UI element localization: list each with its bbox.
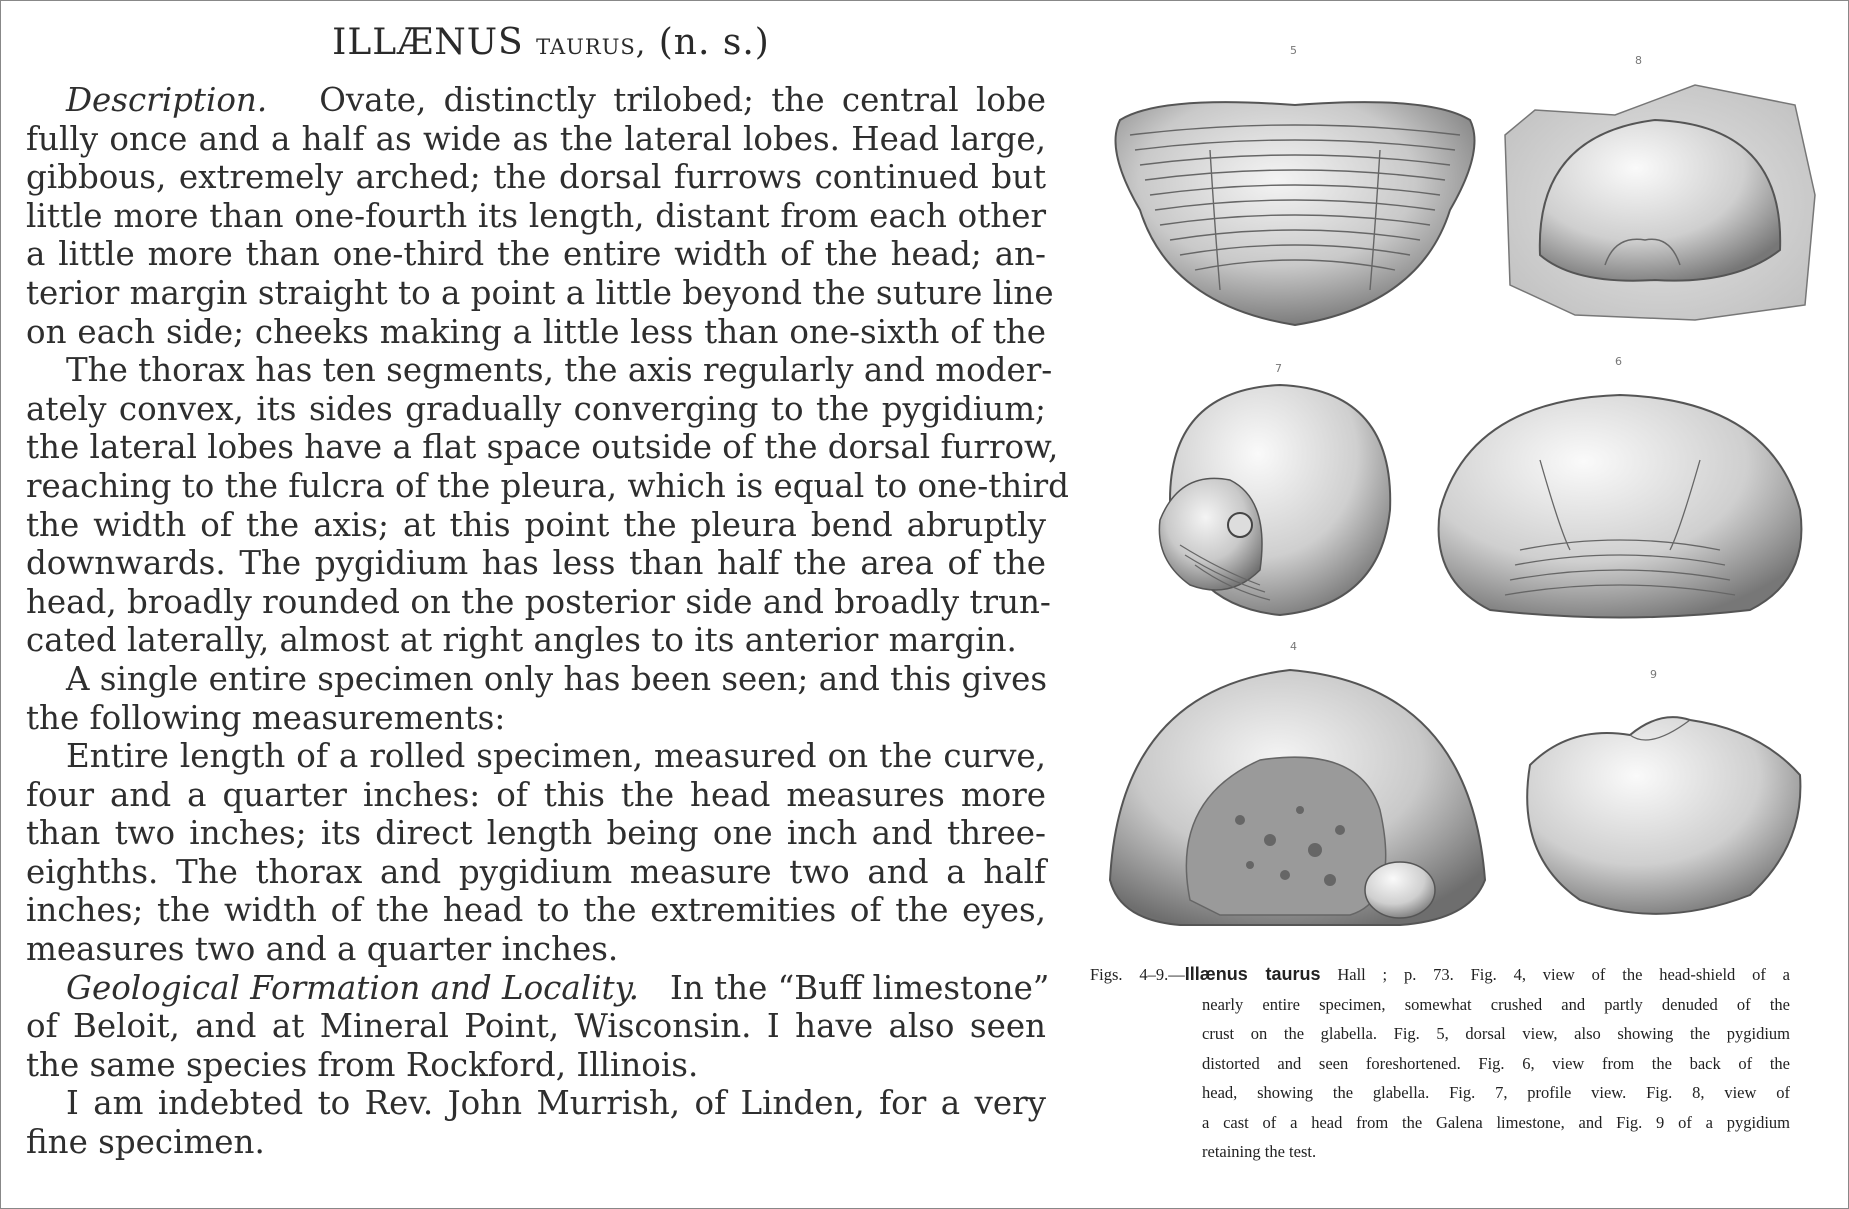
specimen-paragraph: [26, 660, 1046, 737]
figure-label-8: 8: [1635, 54, 1642, 67]
text-line: four and a quarter inches: of this the head measures more: [26, 775, 1046, 814]
text-line: downwards. The pygidium has less than half the area of the: [26, 544, 1046, 583]
text-line: little more than one-fourth its length, distant from each other: [26, 196, 1046, 235]
text-line: the lateral lobes have a flat space outside of the dorsal furrow,: [26, 428, 1059, 467]
text-line: I am indebted to Rev. John Murrish, of Linden, for a very: [66, 1084, 1046, 1123]
figure-plate: [1090, 40, 1830, 930]
caption-line: distorted and seen foreshortened. Fig. 6, view from the back of the: [1202, 1053, 1790, 1073]
text-line: the following measurements:: [26, 698, 506, 737]
figure-label-4: 4: [1290, 640, 1297, 653]
pygidium-figure-9: [1510, 705, 1810, 925]
species-name: taurus,: [536, 27, 647, 62]
figure-caption: [1090, 960, 1790, 1167]
text-line: The thorax has ten segments, the axis regularly and moder-: [66, 351, 1053, 390]
text-line: fully once and a half as wide as the lateral lobes. Head large,: [26, 119, 1046, 158]
description-heading: Description.: [66, 81, 268, 119]
figure-label-6: 6: [1615, 355, 1622, 368]
text-line: the same species from Rockford, Illinois.: [26, 1045, 699, 1084]
figure-label-7: 7: [1275, 362, 1282, 375]
text-line: of Beloit, and at Mineral Point, Wisconsin. I have also seen: [26, 1007, 1046, 1046]
figure-label-5: 5: [1290, 44, 1297, 57]
caption-line: Figs. 4–9.—Illænus taurus Hall ; p. 73. Fig. 4, view of the head-shield of a: [1090, 964, 1790, 984]
measurements-paragraph: [26, 737, 1046, 969]
caption-line: retaining the test.: [1202, 1142, 1317, 1161]
description-paragraph: [26, 81, 1054, 351]
text-line: reaching to the fulcra of the pleura, which is equal to one-third: [26, 466, 1069, 505]
text-line: a little more than one-third the entire width of the head; an-: [26, 235, 1046, 274]
text-line: inches; the width of the head to the extremities of the eyes,: [26, 891, 1046, 930]
locality-heading: Geological Formation and Locality.: [66, 968, 639, 1007]
locality-paragraph: [26, 968, 1050, 1085]
text-line: ately convex, its sides gradually converging to the pygidium;: [26, 389, 1046, 428]
species-title: [26, 22, 1046, 63]
new-species-note: (n. s.): [658, 22, 770, 63]
caption-line: a cast of a head from the Galena limestone, and Fig. 9 of a pygidium: [1202, 1112, 1790, 1132]
text-line: gibbous, extremely arched; the dorsal furrows continued but: [26, 158, 1046, 197]
text-line: measures two and a quarter inches.: [26, 930, 619, 969]
text-line: Geological Formation and Locality. In the “Buff limestone”: [66, 968, 1050, 1007]
text-line: on each side; cheeks making a little less than one-sixth of the: [26, 312, 1046, 351]
caption-line: head, showing the glabella. Fig. 7, profile view. Fig. 8, view of: [1202, 1083, 1790, 1102]
text-line: fine specimen.: [26, 1123, 265, 1162]
text-line: A single entire specimen only has been seen; and this gives: [66, 659, 1048, 698]
genus-name: ILLÆNUS: [332, 22, 524, 63]
text-line: terior margin straight to a point a little beyond the suture line: [26, 273, 1054, 312]
caption-line: crust on the glabella. Fig. 5, dorsal view, also showing the pygidium: [1202, 1024, 1790, 1043]
acknowledgement-paragraph: [26, 1084, 1046, 1161]
caption-species-name: Illænus taurus: [1184, 964, 1321, 984]
trilobite-profile-figure-7: [1140, 370, 1410, 625]
thorax-paragraph: [26, 351, 1069, 660]
text-line: cated laterally, almost at right angles to its anterior margin.: [26, 621, 1017, 660]
text-line: than two inches; its direct length being one inch and three-: [26, 814, 1046, 853]
text-line: head, broadly rounded on the posterior side and broadly trun-: [26, 582, 1051, 621]
text-line: Description. Ovate, distinctly trilobed; the central lobe: [66, 81, 1047, 119]
figure-label-9: 9: [1650, 668, 1657, 681]
head-shield-figure-4: [1100, 650, 1490, 935]
text-column: [26, 22, 1069, 1162]
caption-line: nearly entire specimen, somewhat crushed and partly denuded of the: [1202, 994, 1790, 1014]
trilobite-head-back-figure-6: [1420, 380, 1820, 625]
trilobite-dorsal-figure-5: [1100, 90, 1490, 330]
text-line: Entire length of a rolled specimen, measured on the curve,: [66, 737, 1046, 776]
text-line: eighths. The thorax and pygidium measure two and a half: [26, 852, 1046, 891]
head-cast-figure-8: [1495, 75, 1825, 325]
text-line: the width of the axis; at this point the pleura bend abruptly: [26, 505, 1046, 544]
